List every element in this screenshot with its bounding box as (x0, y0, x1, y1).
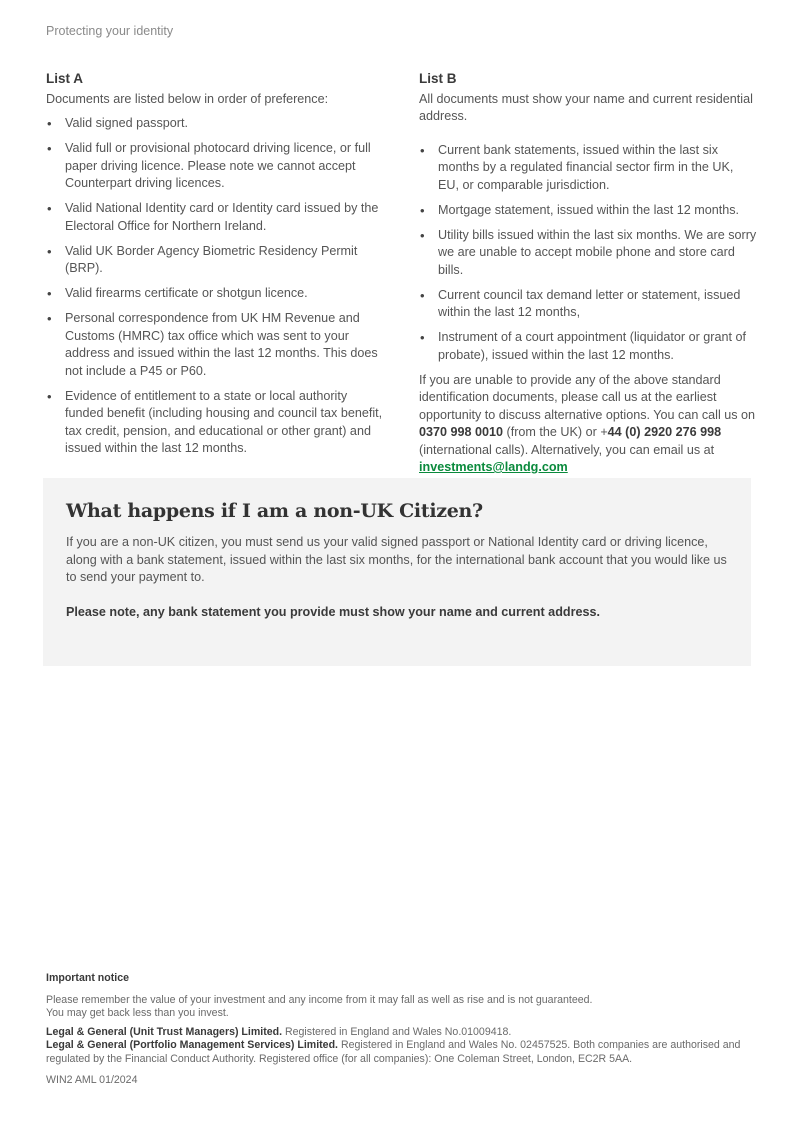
important-notice (46, 972, 756, 1088)
list-a-items (46, 115, 386, 458)
list-a-intro: Documents are listed below in order of preference: (46, 91, 329, 106)
list-item: • Valid UK Border Agency Biometric Residency Permit (BRP). (46, 243, 386, 278)
page-header: Protecting your identity (46, 24, 174, 38)
list-b-title: List B (419, 71, 457, 86)
notice-title: Important notice (46, 972, 129, 984)
non-uk-body: If you are a non-UK citizen, you must send us your valid signed passport or National Identity card or driving licence, along with a bank statement, issued within the last six months, for the international bank account that you would like us to send your payment to. (66, 535, 727, 584)
contact-paragraph (419, 372, 757, 477)
list-item: • Current council tax demand letter or statement, issued within the last 12 months, (419, 287, 757, 322)
company-registration-2 (46, 1039, 756, 1066)
document-code: WIN2 AML 01/2024 (46, 1074, 138, 1086)
email-link[interactable]: investments@landg.com (419, 460, 568, 474)
list-a-title: List A (46, 71, 83, 86)
notice-line: You may get back less than you invest. (46, 1007, 229, 1019)
list-item: • Mortgage statement, issued within the last 12 months. (419, 202, 757, 220)
contact-text: (international calls). Alternatively, you can email us at (419, 442, 715, 457)
list-item: • Evidence of entitlement to a state or local authority funded benefit (including housing and council tax benefit, tax credit, pension, and educational or other grant) and issued within the last 12 months. (46, 388, 386, 458)
non-uk-note: Please note, any bank statement you provide must show your name and current address. (66, 605, 600, 619)
list-item: • Valid National Identity card or Identity card issued by the Electoral Office for Northern Ireland. (46, 200, 386, 235)
phone-international: 44 (0) 2920 276 998 (607, 425, 722, 439)
list-b-section (419, 70, 757, 477)
contact-text: (from the UK) or + (503, 425, 608, 439)
notice-risk-warning (46, 994, 756, 1021)
list-item: • Valid signed passport. (46, 115, 386, 133)
company-text: Registered in England and Wales No.01009418. (282, 1025, 512, 1038)
company-text: Registered in England and Wales No. 02457525. Both companies are authorised and regulated by the Financial Conduct Authority. Registered office (for all companies): One Coleman Street, London, EC2R 5AA. (46, 1039, 741, 1065)
company-registration-1 (46, 1026, 756, 1040)
company-name: Legal & General (Portfolio Management Services) Limited. (46, 1039, 338, 1051)
non-uk-citizen-panel (43, 478, 751, 666)
non-uk-title: What happens if I am a non-UK Citizen? (66, 500, 483, 522)
list-b-intro: All documents must show your name and current residential address. (419, 91, 753, 123)
phone-uk: 0370 998 0010 (419, 425, 504, 439)
list-item: • Valid firearms certificate or shotgun licence. (46, 285, 386, 303)
company-name: Legal & General (Unit Trust Managers) Limited. (46, 1025, 283, 1038)
list-item: • Instrument of a court appointment (liquidator or grant of probate), issued within the last 12 months. (419, 329, 757, 364)
list-item: • Utility bills issued within the last six months. We are sorry we are unable to accept mobile phone and store card bills. (419, 227, 757, 280)
list-a-section (46, 70, 386, 465)
list-item: • Valid full or provisional photocard driving licence, or full paper driving licence. Please note we cannot accept Counterpart driving licences. (46, 140, 386, 193)
list-item: • Personal correspondence from UK HM Revenue and Customs (HMRC) tax office which was sent to your address and issued within the last 12 months. This does not include a P45 or P60. (46, 310, 386, 380)
notice-line: Please remember the value of your investment and any income from it may fall as well as rise and is not guaranteed. (46, 993, 593, 1006)
list-b-items (419, 142, 757, 365)
list-item: • Current bank statements, issued within the last six months by a regulated financial sector firm in the UK, EU, or comparable jurisdiction. (419, 142, 757, 195)
contact-text: If you are unable to provide any of the above standard identification documents, please call us at the earliest opportunity to discuss alternative options. You can call us on (419, 372, 756, 422)
